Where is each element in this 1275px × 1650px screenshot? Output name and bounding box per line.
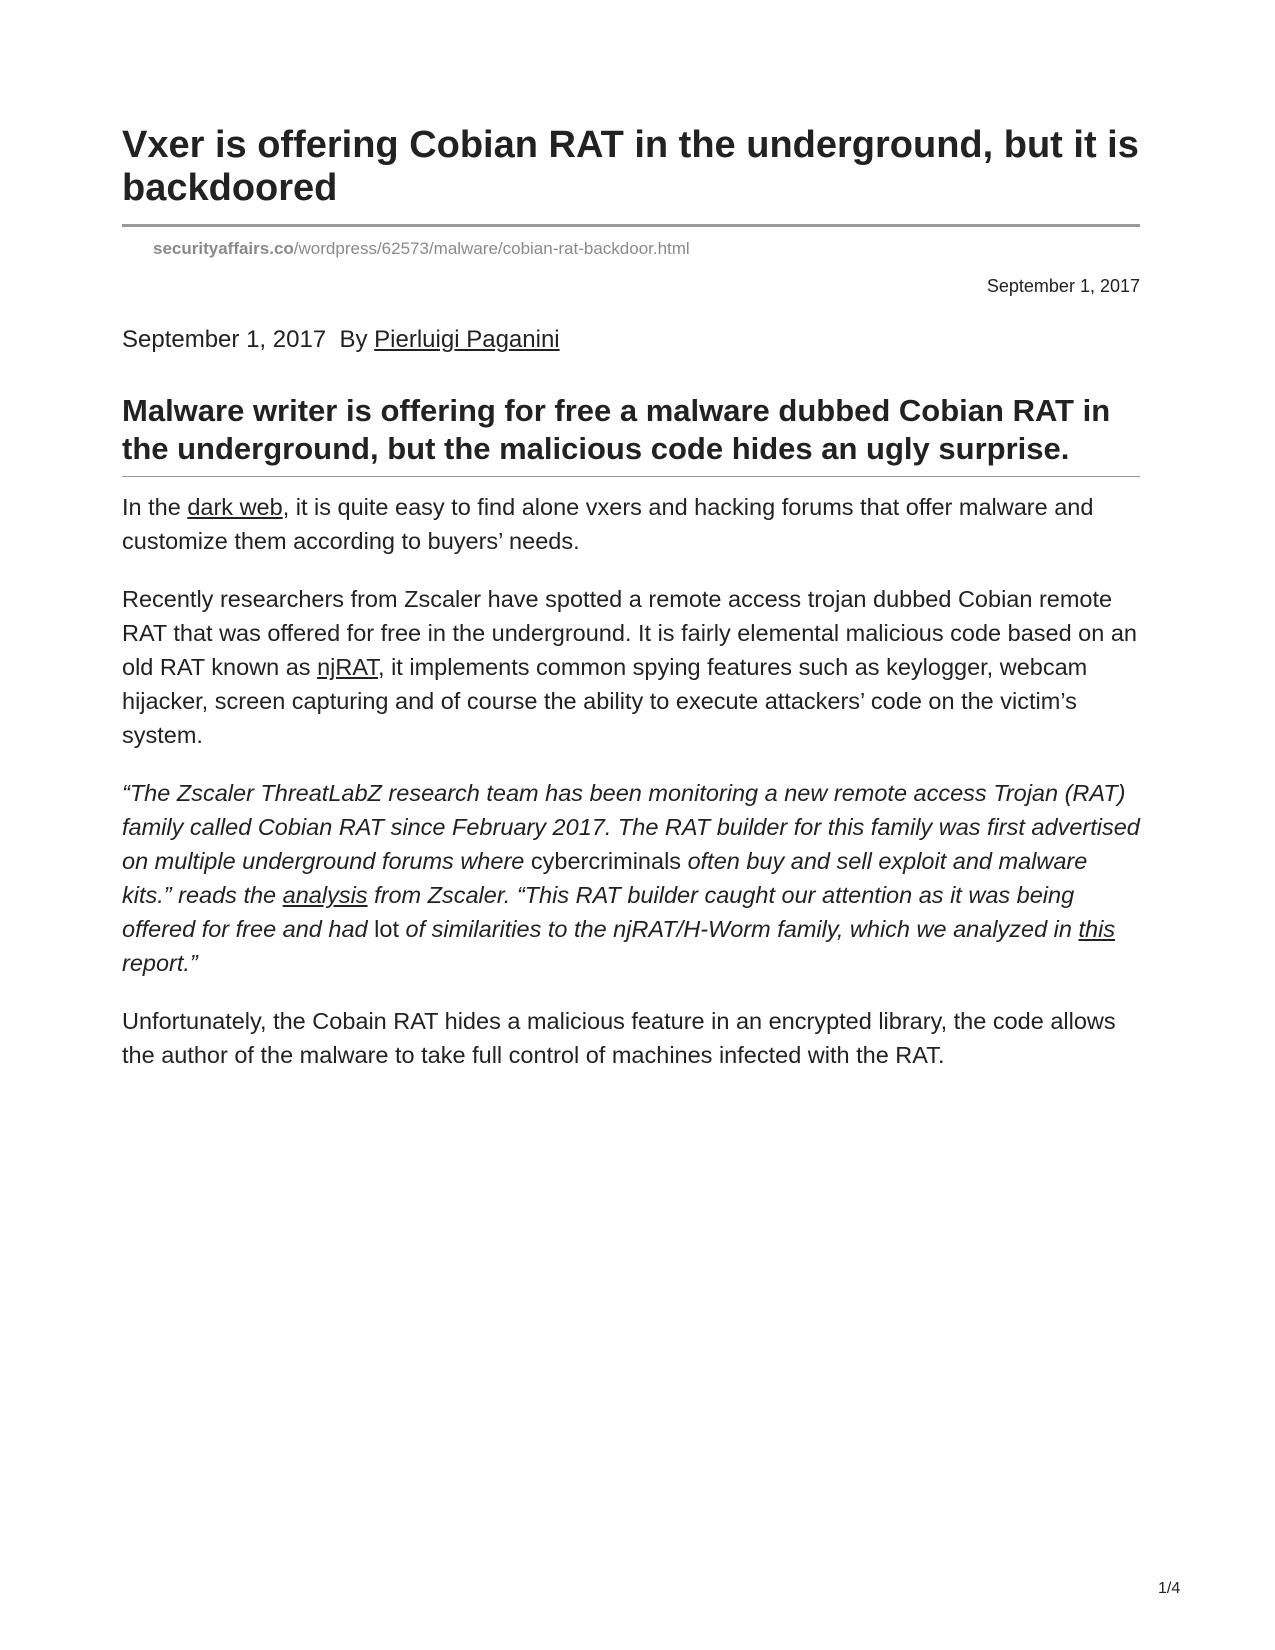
subtitle-divider: [122, 476, 1140, 477]
quote-part-1: “The Zscaler ThreatLabZ research team has been monitoring a new remote access Trojan (RAT) family called Cobian RAT since February 2017. The RAT builder for this family was first advertised on multiple underground forums where: [122, 780, 1140, 874]
byline-date: September 1, 2017: [122, 326, 327, 353]
dark-web-link[interactable]: dark web: [187, 494, 283, 520]
author-link[interactable]: Pierluigi Paganini: [374, 326, 560, 353]
quote-part-2: often buy and sell exploit and malware kits.” reads the: [122, 848, 1088, 908]
p1-text-before: In the: [122, 494, 188, 520]
source-domain: securityaffairs.co: [153, 239, 294, 258]
this-report-link[interactable]: this: [1078, 916, 1116, 942]
p2-text-before: Recently researchers from Zscaler have spotted a remote access trojan dubbed Cobian remote RAT that was offered for free in the underground. It is fairly elemental malicious code based on an old RAT known as: [122, 586, 1137, 680]
publish-date: September 1, 2017: [986, 276, 1140, 296]
byline: [122, 326, 560, 354]
quote-paragraph: [122, 776, 1140, 980]
source-path: /wordpress/62573/malware/cobian-rat-backdoor.html: [293, 239, 690, 258]
quote-part-5: report.”: [122, 950, 198, 976]
article-body: [122, 490, 1140, 1096]
njrat-link[interactable]: njRAT: [317, 654, 379, 680]
article-title: Vxer is offering Cobian RAT in the underground, but it is backdoored: [122, 124, 1139, 209]
paragraph-2: [122, 582, 1140, 752]
quote-upright-1: cybercriminals: [530, 848, 682, 874]
source-url[interactable]: [153, 239, 690, 259]
quote-upright-2: lot: [374, 916, 399, 942]
p2-text-after: , it implements common spying features such as keylogger, webcam hijacker, screen capturing and of course the ability to execute attackers’ code on the victim’s system.: [122, 654, 1088, 748]
paragraph-4: Unfortunately, the Cobain RAT hides a malicious feature in an encrypted library, the code allows the author of the malware to take full control of machines infected with the RAT.: [122, 1008, 1116, 1068]
quote-part-3: from Zscaler. “This RAT builder caught our attention as it was being offered for free and had: [122, 882, 1075, 942]
p1-text-after: , it is quite easy to find alone vxers and hacking forums that offer malware and customize them according to buyers’ needs.: [122, 494, 1094, 554]
analysis-link[interactable]: analysis: [282, 882, 368, 908]
paragraph-1: [122, 490, 1140, 558]
page-number: 1/4: [1158, 1580, 1181, 1597]
article-subtitle: Malware writer is offering for free a malware dubbed Cobian RAT in the underground, but the malicious code hides an ugly surprise.: [122, 393, 1111, 466]
quote-part-4: of similarities to the njRAT/H-Worm family, which we analyzed in: [398, 916, 1079, 942]
byline-by: By: [339, 326, 368, 353]
title-divider: [122, 224, 1140, 227]
